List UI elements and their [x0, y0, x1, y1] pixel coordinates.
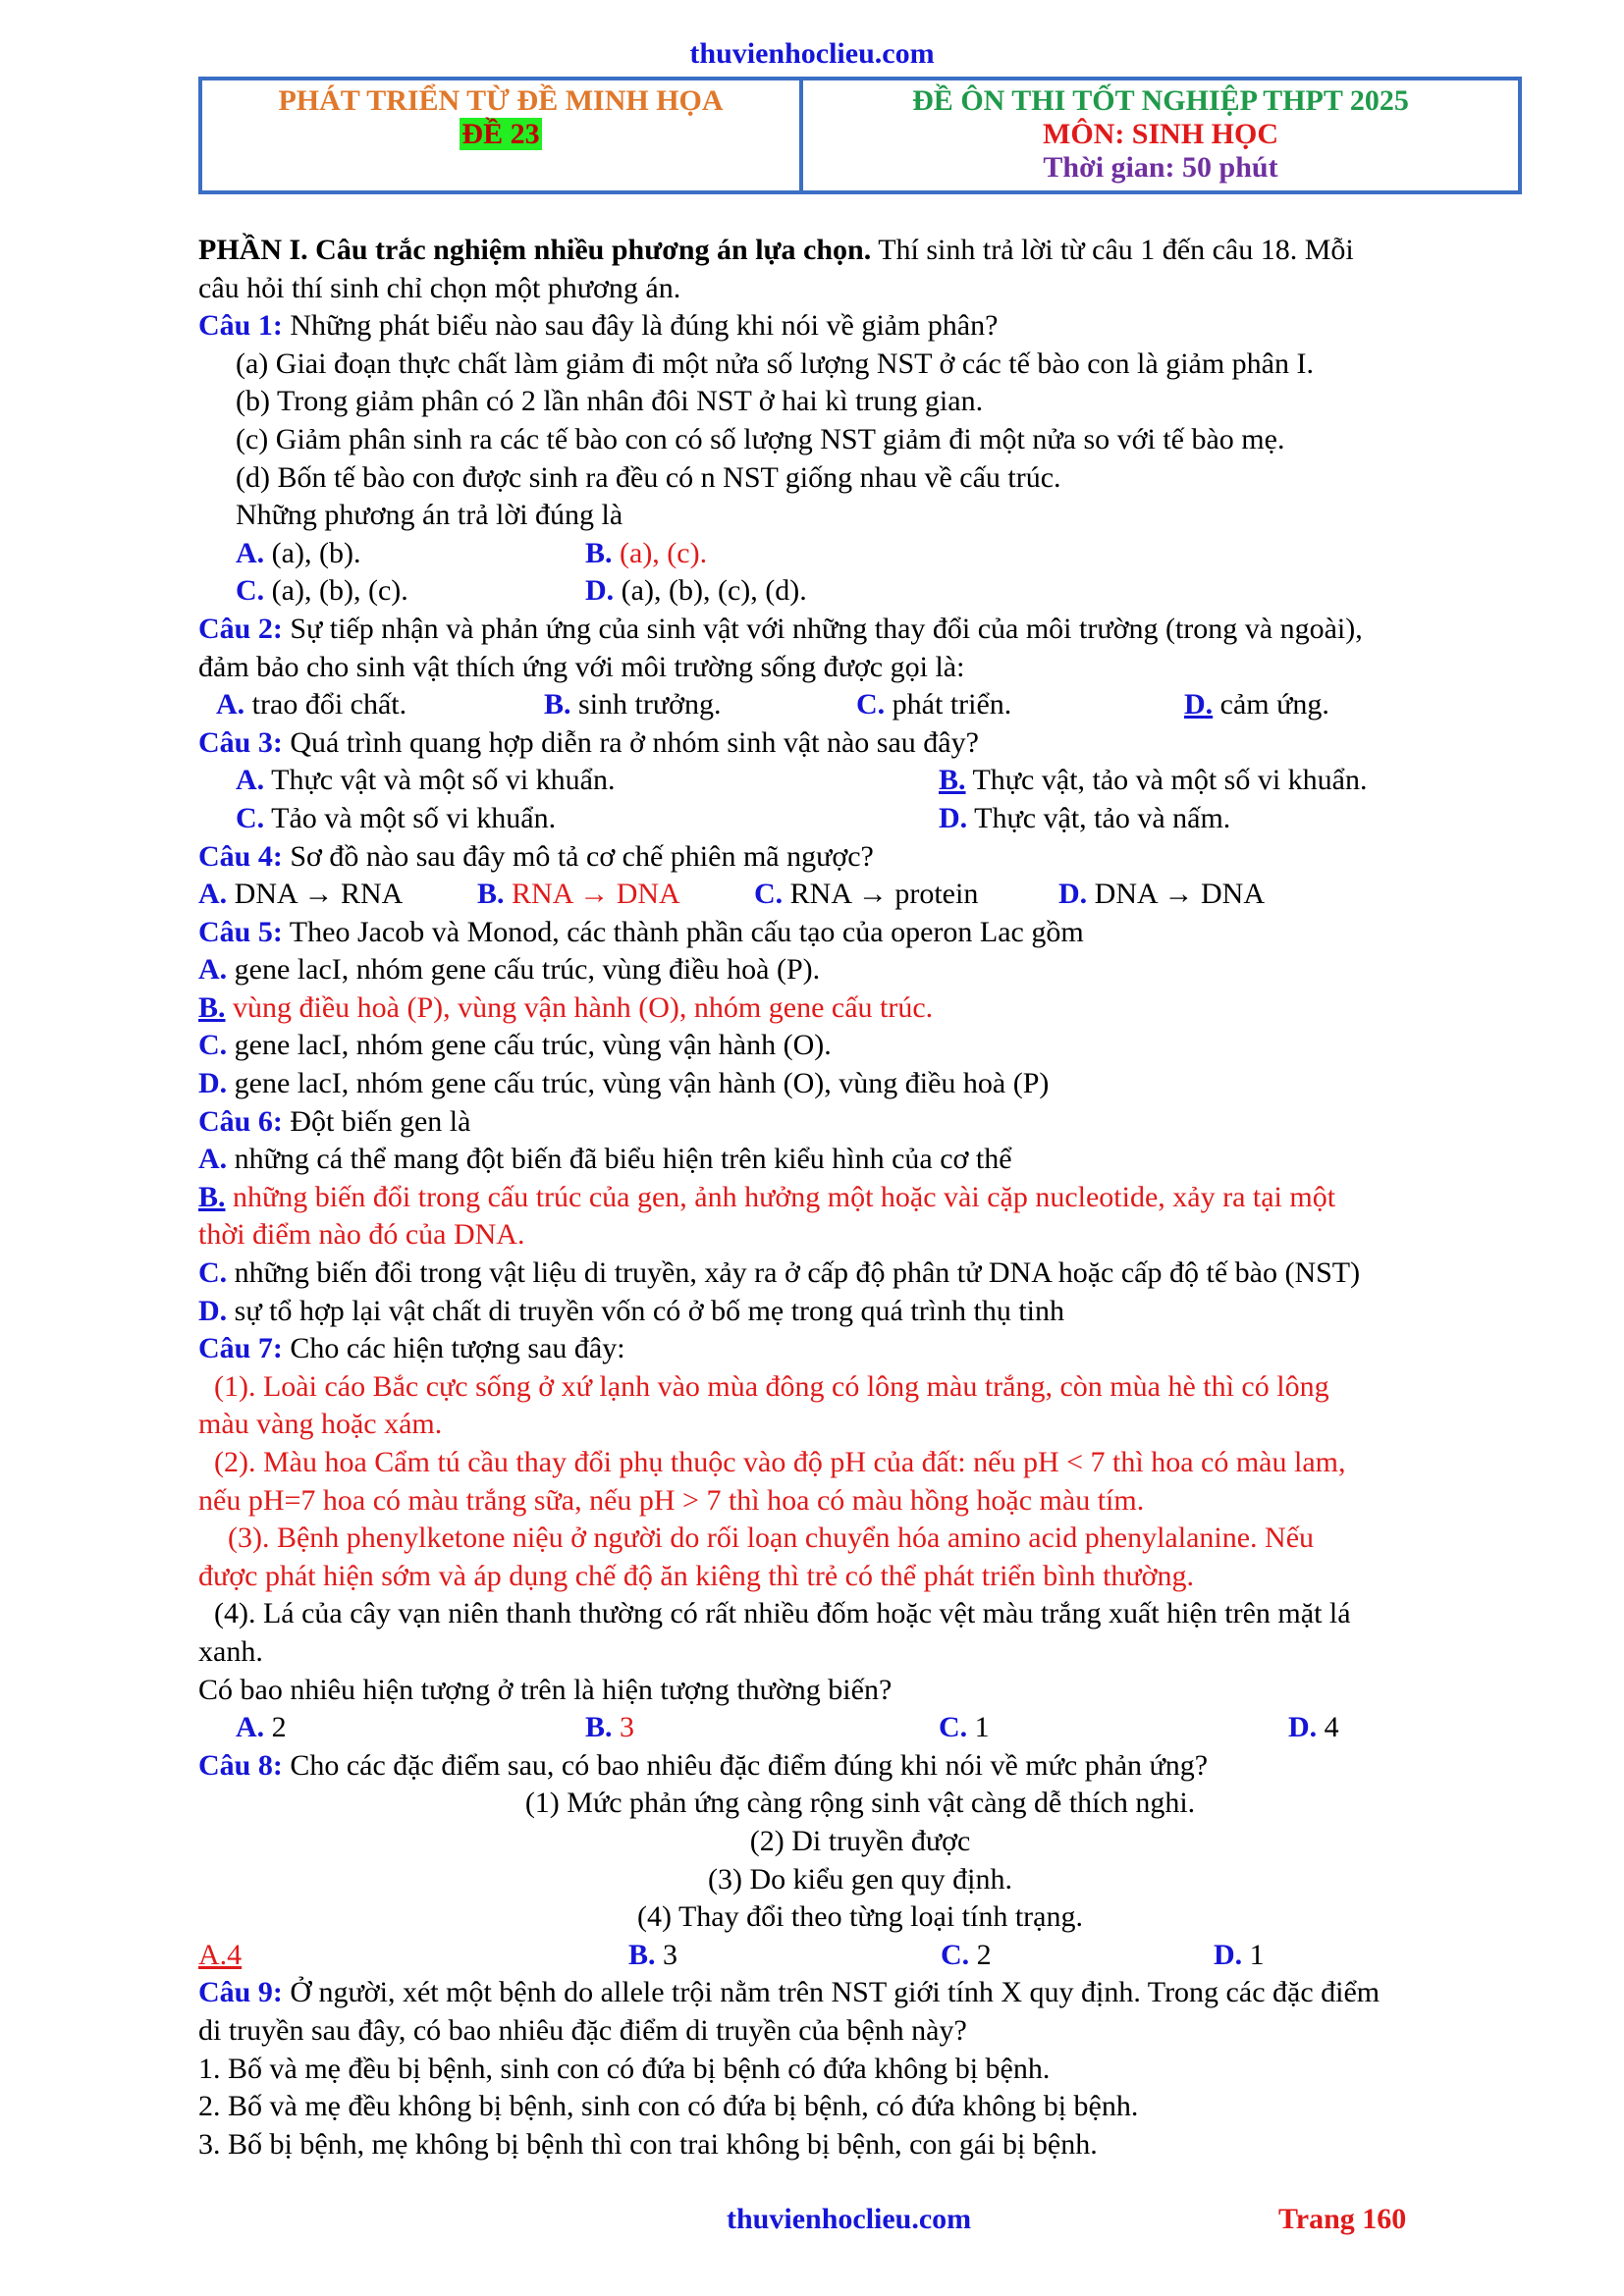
q7-item-1-cont: màu vàng hoặc xám. [198, 1408, 443, 1441]
q1-options-row2 [198, 572, 1522, 611]
question-3: Câu 3: Quá trình quang hợp diễn ra ở nhóm sinh vật nào sau đây? [198, 725, 979, 759]
q8-item-2: (2) Di truyền được [749, 1824, 971, 1857]
q8-item-4: (4) Thay đổi theo từng loại tính trạng. [637, 1900, 1083, 1934]
q2-option-d[interactable]: D. cảm ứng. [1184, 688, 1329, 721]
subject: MÔN: SINH HỌC [1043, 118, 1278, 150]
exam-title: ĐỀ ÔN THI TỐT NGHIỆP THPT 2025 [912, 84, 1409, 117]
q3-options-row2 [198, 800, 1522, 838]
question-5: Câu 5: Theo Jacob và Monod, các thành phần cấu tạo của operon Lac gồm [198, 915, 1084, 948]
q8-option-d[interactable]: D. 1 [1214, 1938, 1265, 1971]
q7-option-c[interactable]: C. 1 [939, 1711, 990, 1744]
part1-intro: PHẦN I. Câu trắc nghiệm nhiều phương án lựa chọn. Thí sinh trả lời từ câu 1 đến câu 18. Mỗi [198, 234, 1354, 266]
q9-item-2: 2. Bố và mẹ đều không bị bệnh, sinh con có đứa bị bệnh, có đứa không bị bệnh. [198, 2090, 1139, 2123]
q4-options [198, 876, 1522, 914]
q1-statement-b: (b) Trong giảm phân có 2 lần nhân đôi NST ở hai kì trung gian. [236, 385, 984, 418]
q1-prompt: Những phương án trả lời đúng là [236, 499, 623, 532]
q7-item-1: (1). Loài cáo Bắc cực sống ở xứ lạnh vào mùa đông có lông màu trắng, còn mùa hè thì có lông [214, 1369, 1329, 1403]
q1-options-row1 [198, 535, 1522, 573]
q2-option-a[interactable]: A. trao đổi chất. [216, 688, 407, 721]
q3-option-d[interactable]: D. Thực vật, tảo và nấm. [939, 801, 1231, 834]
q1-statement-d: (d) Bốn tế bào con được sinh ra đều có n NST giống nhau về cấu trúc. [236, 460, 1061, 494]
q7-options [198, 1709, 1522, 1747]
q2-option-c[interactable]: C. phát triển. [856, 688, 1012, 721]
q8-option-c[interactable]: C. 2 [941, 1938, 992, 1971]
q6-option-a[interactable]: A. những cá thể mang đột biến đã biểu hiện trên kiểu hình của cơ thể [198, 1143, 1012, 1176]
q7-prompt: Có bao nhiêu hiện tượng ở trên là hiện tượng thường biến? [198, 1673, 893, 1706]
q7-option-b[interactable]: B. 3 [585, 1711, 635, 1744]
question-9: Câu 9: Ở người, xét một bệnh do allele trội nằm trên NST giới tính X quy định. Trong các đặc điểm [198, 1976, 1380, 2009]
page-number: Trang 160 [1278, 2203, 1407, 2235]
exam-header-box [198, 77, 1522, 194]
q2-options [198, 686, 1522, 724]
q3-option-c[interactable]: C. Tảo và một số vi khuẩn. [236, 801, 557, 834]
q1-option-d[interactable]: D. (a), (b), (c), (d). [585, 574, 807, 608]
question-8: Câu 8: Cho các đặc điểm sau, có bao nhiêu đặc điểm đúng khi nói về mức phản ứng? [198, 1748, 1209, 1782]
footer-site-link[interactable]: thuvienhoclieu.com [727, 2203, 972, 2235]
part1-heading: PHẦN I. Câu trắc nghiệm nhiều phương án lựa chọn. [198, 234, 872, 266]
q1-statement-a: (a) Giai đoạn thực chất làm giảm đi một nửa số lượng NST ở các tế bào con là giảm phân I. [236, 347, 1314, 380]
question-9-cont: di truyền sau đây, có bao nhiêu đặc điểm di truyền của bệnh này? [198, 2013, 967, 2047]
q5-option-d[interactable]: D. gene lacI, nhóm gene cấu trúc, vùng vận hành (O), vùng điều hoà (P) [198, 1067, 1050, 1100]
exam-number: ĐỀ 23 [461, 118, 540, 150]
site-header-link[interactable]: thuvienhoclieu.com [689, 37, 935, 70]
q4-option-b[interactable]: B. RNA → DNA [477, 878, 680, 911]
q8-item-3: (3) Do kiểu gen quy định. [708, 1862, 1012, 1896]
q1-statement-c: (c) Giảm phân sinh ra các tế bào con có số lượng NST giảm đi một nửa so với tế bào mẹ. [236, 422, 1285, 455]
question-1: Câu 1: Những phát biểu nào sau đây là đúng khi nói về giảm phân? [198, 309, 999, 343]
part1-intro-2: câu hỏi thí sinh chỉ chọn một phương án. [198, 271, 681, 304]
q8-item-1: (1) Mức phản ứng càng rộng sinh vật càng dễ thích nghi. [524, 1787, 1196, 1820]
q9-item-3: 3. Bố bị bệnh, mẹ không bị bệnh thì con trai không bị bệnh, con gái bị bệnh. [198, 2127, 1098, 2161]
q8-option-b[interactable]: B. 3 [628, 1938, 678, 1971]
q7-option-d[interactable]: D. 4 [1288, 1711, 1339, 1744]
header-source: PHÁT TRIỂN TỪ ĐỀ MINH HỌA [278, 84, 724, 117]
question-7: Câu 7: Cho các hiện tượng sau đây: [198, 1332, 625, 1365]
q7-option-a[interactable]: A. 2 [236, 1711, 287, 1744]
q8-option-a[interactable]: A.4 [198, 1938, 243, 1971]
time-limit: Thời gian: 50 phút [1043, 151, 1278, 184]
question-6: Câu 6: Đột biến gen là [198, 1104, 471, 1138]
question-2: Câu 2: Sự tiếp nhận và phản ứng của sinh vật với những thay đổi của môi trường (trong và ngoài), [198, 612, 1363, 645]
q6-option-b-cont: thời điểm nào đó của DNA. [198, 1218, 525, 1252]
header-left [202, 80, 803, 190]
q7-item-3-cont: được phát hiện sớm và áp dụng chế độ ăn kiêng thì trẻ có thể phát triển bình thường. [198, 1559, 1195, 1592]
q3-options-row1 [198, 762, 1522, 800]
q7-item-4-cont: xanh. [198, 1634, 263, 1668]
exam-content [198, 232, 1522, 2163]
q6-option-b[interactable]: B. những biến đổi trong cấu trúc của gen, ảnh hưởng một hoặc vài cặp nucleotide, xảy ra tại một [198, 1180, 1336, 1213]
q7-item-2-cont: nếu pH=7 hoa có màu trắng sữa, nếu pH > 7 thì hoa có màu hồng hoặc màu tím. [198, 1483, 1145, 1517]
q6-option-d[interactable]: D. sự tổ hợp lại vật chất di truyền vốn có ở bố mẹ trong quá trình thụ tinh [198, 1294, 1065, 1327]
q5-option-c[interactable]: C. gene lacI, nhóm gene cấu trúc, vùng vận hành (O). [198, 1029, 832, 1062]
q7-item-3: (3). Bệnh phenylketone niệu ở người do rối loạn chuyển hóa amino acid phenylalanine. Nếu [228, 1522, 1315, 1555]
question-4: Câu 4: Sơ đồ nào sau đây mô tả cơ chế phiên mã ngược? [198, 839, 874, 873]
q3-option-b[interactable]: B. Thực vật, tảo và một số vi khuẩn. [939, 764, 1368, 797]
q1-option-a[interactable]: A. (a), (b). [236, 536, 361, 569]
q5-option-a[interactable]: A. gene lacI, nhóm gene cấu trúc, vùng điều hoà (P). [198, 953, 821, 987]
q9-item-1: 1. Bố và mẹ đều bị bệnh, sinh con có đứa bị bệnh có đứa không bị bệnh. [198, 2052, 1051, 2085]
q1-option-c[interactable]: C. (a), (b), (c). [236, 574, 408, 608]
header-right [803, 80, 1518, 190]
q7-item-2: (2). Màu hoa Cẩm tú cầu thay đổi phụ thuộc vào độ pH của đất: nếu pH < 7 thì hoa có màu lam, [214, 1446, 1346, 1478]
q6-option-c[interactable]: C. những biến đổi trong vật liệu di truyền, xảy ra ở cấp độ phân tử DNA hoặc cấp độ tế bào (NST) [198, 1256, 1361, 1290]
q2-option-b[interactable]: B. sinh trưởng. [544, 688, 722, 721]
q5-option-b[interactable]: B. vùng điều hoà (P), vùng vận hành (O), nhóm gene cấu trúc. [198, 990, 934, 1024]
q4-option-a[interactable]: A. DNA → RNA [198, 878, 404, 911]
q3-option-a[interactable]: A. Thực vật và một số vi khuẩn. [236, 764, 616, 797]
q1-option-b[interactable]: B. (a), (c). [585, 536, 708, 569]
q8-options [198, 1937, 1522, 1975]
q7-item-4: (4). Lá của cây vạn niên thanh thường có rất nhiều đốm hoặc vệt màu trắng xuất hiện trên mặt lá [214, 1597, 1351, 1630]
q4-option-d[interactable]: D. DNA → DNA [1058, 878, 1266, 911]
q4-option-c[interactable]: C. RNA → protein [754, 878, 979, 911]
question-2-cont: đảm bảo cho sinh vật thích ứng với môi trường sống được gọi là: [198, 650, 965, 683]
